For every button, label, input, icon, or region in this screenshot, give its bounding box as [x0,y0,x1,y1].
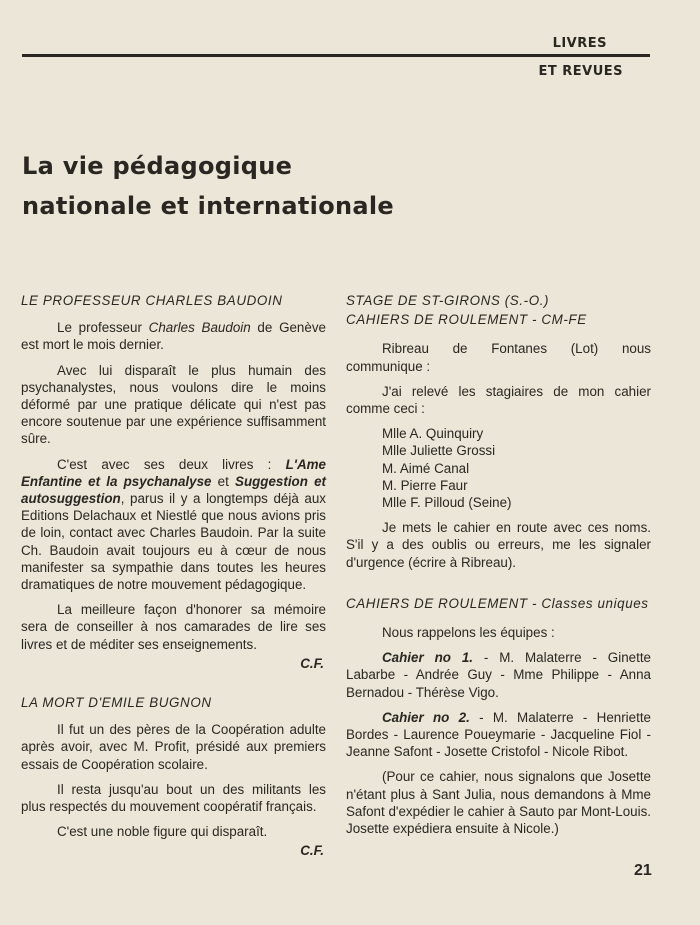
paragraph [346,709,651,761]
paragraph: Nous rappelons les équipes : [382,625,555,641]
header-section-revues: ET REVUES [538,64,623,79]
heading-text: CAHIERS DE ROULEMENT [346,595,528,611]
right-column [346,292,651,845]
section-heading-st-girons: STAGE DE ST-GIRONS (S.-O.) [346,293,550,308]
text: de Genève est mort le mois dernier. [21,320,326,353]
section-heading-bugnon: LA MORT D'EMILE BUGNON [21,695,212,711]
text: et [211,473,236,489]
text: C'est avec ses deux livres : [57,456,286,472]
paragraph: La meilleure façon d'honorer sa mémoire sera de conseiller à nos camarades de lire ses livres et de méditer ses enseignements. [21,602,326,652]
list-item: M. Aimé Canal [382,460,470,476]
header-section-livres: LIVRES [552,36,607,51]
heading-subtext: - Classes uniques [527,595,649,611]
title-line-2: nationale et internationale [22,192,394,220]
paragraph: (Pour ce cahier, nous signalons que Josette n'étant plus à Sant Julia, nous demandons à Mme Safont d'expédier le cahier à Sauto par Mont-Louis. Josette expédiera ensuite à Nicole.) [346,769,651,837]
page-number: 21 [634,862,652,879]
cahier-members: - M. Malaterre - Ginette Labarbe - Andrée Guy - Mme Philippe - Anna Bernadou - Thérèse Vigo. [346,650,651,700]
left-column [21,292,326,868]
paragraph: C'est une noble figure qui disparaît. [57,824,268,840]
paragraph: Avec lui disparaît le plus humain des psychanalystes, nous voulons dire le moins déformé par une pratique délicate qui n'est pas encore soutenue par une expérience suffisamment sûre. [21,362,326,447]
section-heading-roulement [346,595,651,612]
paragraph: J'ai relevé les stagiaires de mon cahier comme ceci : [346,383,651,417]
cahier-label: Cahier no 1. [382,650,473,666]
book-title: Suggestion et autosuggestion [21,473,327,507]
paragraph: Ribreau de Fontanes (Lot) nous communique : [346,341,651,374]
paragraph [346,649,651,701]
book-title: L'Ame Enfantine et la psychanalyse [21,456,326,489]
list-item: Mlle A. Quinquiry [382,426,484,442]
signature: C.F. [300,655,324,671]
section-subheading-cahiers: CAHIERS DE ROULEMENT - CM-FE [346,312,587,328]
text: Le professeur [57,320,149,336]
list-item: M. Pierre Faur [382,477,468,493]
page-title [22,146,394,226]
paragraph [21,456,326,594]
paragraph: Il resta jusqu'au bout un des militants les plus respectés du mouvement coopératif français. [21,781,326,815]
trainee-list [382,425,651,511]
section-heading-baudoin: LE PROFESSEUR CHARLES BAUDOIN [21,293,283,308]
paragraph [21,319,326,353]
person-name: Charles Baudoin [148,320,251,336]
cahier-label: Cahier no 2. [382,709,470,725]
list-item: Mlle F. Pilloud (Seine) [382,495,512,511]
list-item: Mlle Juliette Grossi [382,443,496,459]
title-line-1: La vie pédagogique [22,152,293,180]
signature: C.F. [300,843,324,859]
paragraph: Il fut un des pères de la Coopération adulte après avoir, avec M. Profit, présidé aux premiers essais de Coopération scolaire. [21,722,326,772]
header-rule [22,54,650,57]
cahier-members: - M. Malaterre - Henriette Bordes - Laurence Poueymarie - Jacqueline Fiol - Jeanne Safont - Josette Cristofol - Nicole Ribot. [346,709,651,760]
paragraph: Je mets le cahier en route avec ces noms. S'il y a des oublis ou erreurs, me les signaler d'urgence (écrire à Ribreau). [346,520,651,570]
text: , parus il y a longtemps déjà aux Editions Delachaux et Niestlé que nous avions pris de loin, contact avec Charles Baudoin. Par la suite Ch. Baudoin avait toujours eu à cœur de nous manifester sa sympathie dans toutes les heures dramatiques de notre mouvement pédagogique. [21,491,326,593]
